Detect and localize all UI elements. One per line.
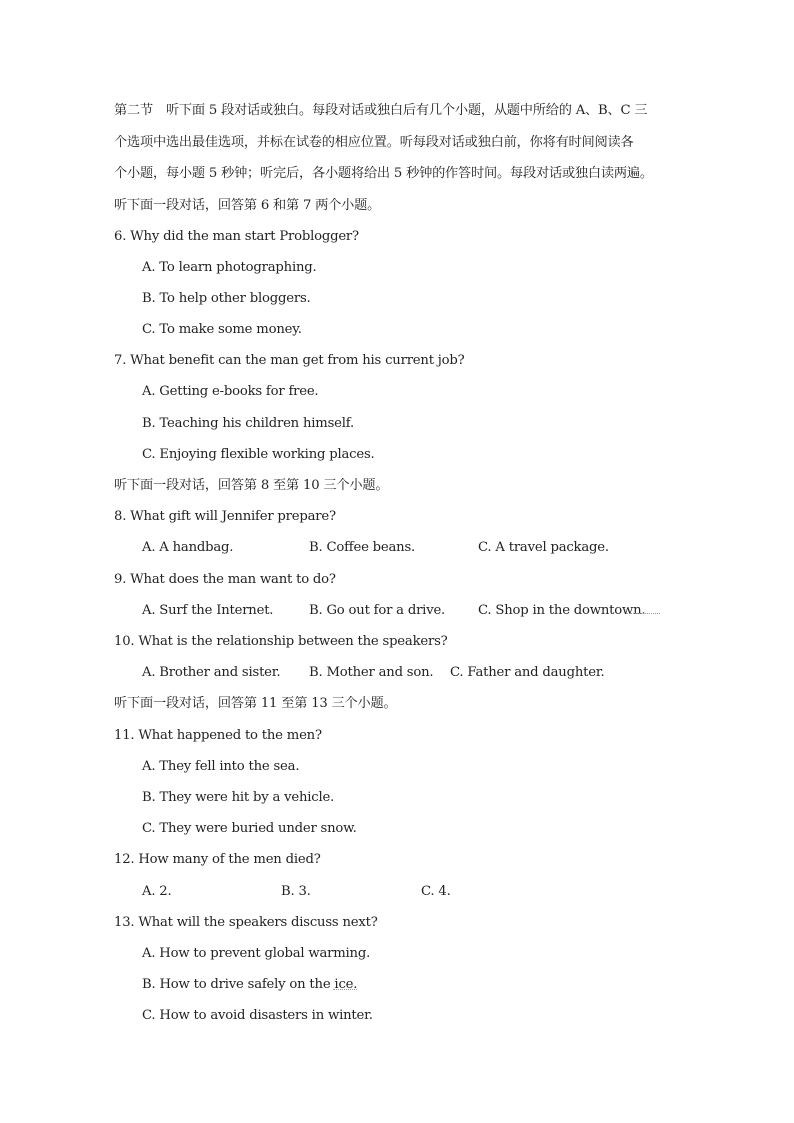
option-10c-label: C. Father and daughter. [450, 665, 605, 680]
section-instruction-line-2: 个选项中选出最佳选项，并标在试卷的相应位置。听每段对话或独白前，你将有时间阅读各 [114, 135, 634, 150]
option-9b[interactable] [309, 602, 445, 620]
question-stem-10: 10. What is the relationship between the speakers? [114, 634, 448, 649]
option-12b[interactable] [281, 883, 311, 901]
option-9a[interactable]: A. Surf the Internet. [142, 603, 274, 618]
option-6c[interactable]: C. To make some money. [142, 322, 302, 337]
option-7c[interactable]: C. Enjoying flexible working places. [142, 447, 375, 462]
option-11b[interactable]: B. They were hit by a vehicle. [142, 790, 335, 805]
option-11c[interactable]: C. They were buried under snow. [142, 821, 357, 836]
question-stem-7: 7. What benefit can the man get from his current job? [114, 353, 465, 368]
option-9c[interactable]: C. Shop in the downtown. [478, 603, 646, 618]
section-instruction-line-1: 第二节 听下面 5 段对话或独白。每段对话或独白后有几个小题，从题中所给的 A、B、C 三 [114, 103, 648, 118]
option-6a[interactable]: A. To learn photographing. [142, 260, 317, 275]
option-10b-label: B. Mother and son. [309, 665, 434, 680]
option-8b[interactable] [309, 539, 415, 557]
section-instruction-line-3: 个小题，每小题 5 秒钟；听完后，各小题将给出 5 秒钟的作答时间。每段对话或独白读两遍。 [114, 166, 653, 181]
option-13c[interactable]: C. How to avoid disasters in winter. [142, 1008, 373, 1023]
watermark-mark [333, 986, 357, 990]
option-13a[interactable]: A. How to prevent global warming. [142, 946, 371, 961]
option-12a[interactable]: A. 2. [142, 884, 172, 899]
question-stem-11: 11. What happened to the men? [114, 728, 322, 743]
option-9b-label: B. Go out for a drive. [309, 603, 446, 618]
group-instruction: 听下面一段对话，回答第 6 和第 7 两个小题。 [114, 198, 381, 213]
question-stem-8: 8. What gift will Jennifer prepare? [114, 509, 336, 524]
option-8b-label: B. Coffee beans. [309, 540, 416, 555]
option-7b[interactable]: B. Teaching his children himself. [142, 416, 354, 431]
question-stem-12: 12. How many of the men died? [114, 852, 321, 867]
option-8c[interactable]: C. A travel package. [478, 540, 609, 555]
watermark-mark [626, 610, 660, 614]
question-stem-13: 13. What will the speakers discuss next? [114, 915, 378, 930]
group-instruction: 听下面一段对话，回答第 11 至第 13 三个小题。 [114, 696, 397, 711]
option-6b[interactable]: B. To help other bloggers. [142, 291, 311, 306]
question-stem-9: 9. What does the man want to do? [114, 572, 336, 587]
option-12c-label: C. 4. [421, 884, 451, 899]
option-12c[interactable] [421, 883, 451, 901]
option-11a[interactable]: A. They fell into the sea. [142, 759, 300, 774]
question-stem-6: 6. Why did the man start Problogger? [114, 229, 359, 244]
option-7a[interactable]: A. Getting e-books for free. [142, 384, 319, 399]
option-10b[interactable] [309, 664, 433, 682]
option-10a[interactable]: A. Brother and sister. [142, 665, 281, 680]
option-13b[interactable]: B. How to drive safely on the ice. [142, 977, 358, 992]
option-12b-label: B. 3. [281, 884, 311, 899]
group-instruction: 听下面一段对话，回答第 8 至第 10 三个小题。 [114, 478, 389, 493]
option-10c[interactable] [450, 664, 605, 682]
option-8a[interactable]: A. A handbag. [142, 540, 234, 555]
